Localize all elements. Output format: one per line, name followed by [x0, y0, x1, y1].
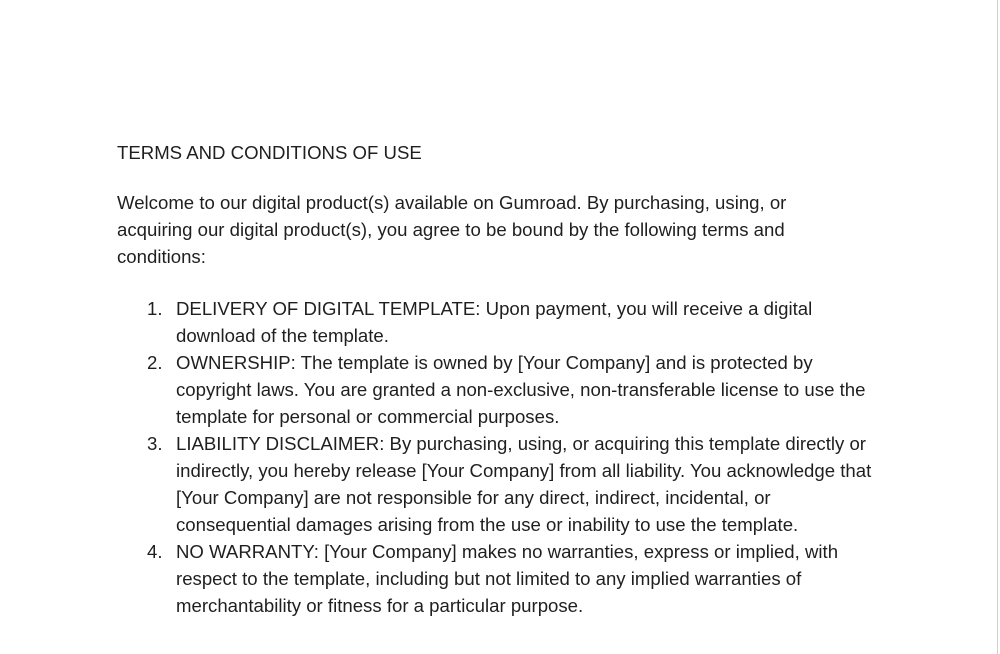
list-item-text: LIABILITY DISCLAIMER: By purchasing, using, or acquiring this template directly or indirectly, you hereby release [Your Company] from all liability. You acknowledge that [Your Company] are not responsible for any direct, indirect, incidental, or consequential damages arising from the use or inability to use the template.	[176, 433, 872, 535]
list-item	[117, 349, 876, 430]
document-body[interactable]	[117, 141, 877, 619]
list-item-number: 2.	[147, 352, 163, 373]
intro-text: Welcome to our digital product(s) available on Gumroad. By purchasing, using, or acquiring our digital product(s), you agree to be bound by the following terms and conditions:	[117, 192, 787, 267]
intro-paragraph	[117, 189, 837, 270]
list-item-text: OWNERSHIP: The template is owned by [Your Company] and is protected by copyright laws. You are granted a non-exclusive, non-transferable license to use the template for personal or commercial purposes.	[176, 352, 866, 427]
list-item	[117, 430, 876, 538]
list-item-text: NO WARRANTY: [Your Company] makes no warranties, express or implied, with respect to the template, including but not limited to any implied warranties of merchantability or fitness for a particular purpose.	[176, 541, 839, 616]
list-item-number: 3.	[147, 433, 163, 454]
list-item	[117, 295, 876, 349]
list-item-text: DELIVERY OF DIGITAL TEMPLATE: Upon payment, you will receive a digital download of the template.	[176, 298, 813, 346]
terms-list	[117, 295, 877, 619]
list-item-number: 1.	[147, 298, 163, 319]
list-item-number: 4.	[147, 541, 163, 562]
list-item	[117, 538, 876, 619]
document-title: TERMS AND CONDITIONS OF USE	[117, 142, 422, 163]
